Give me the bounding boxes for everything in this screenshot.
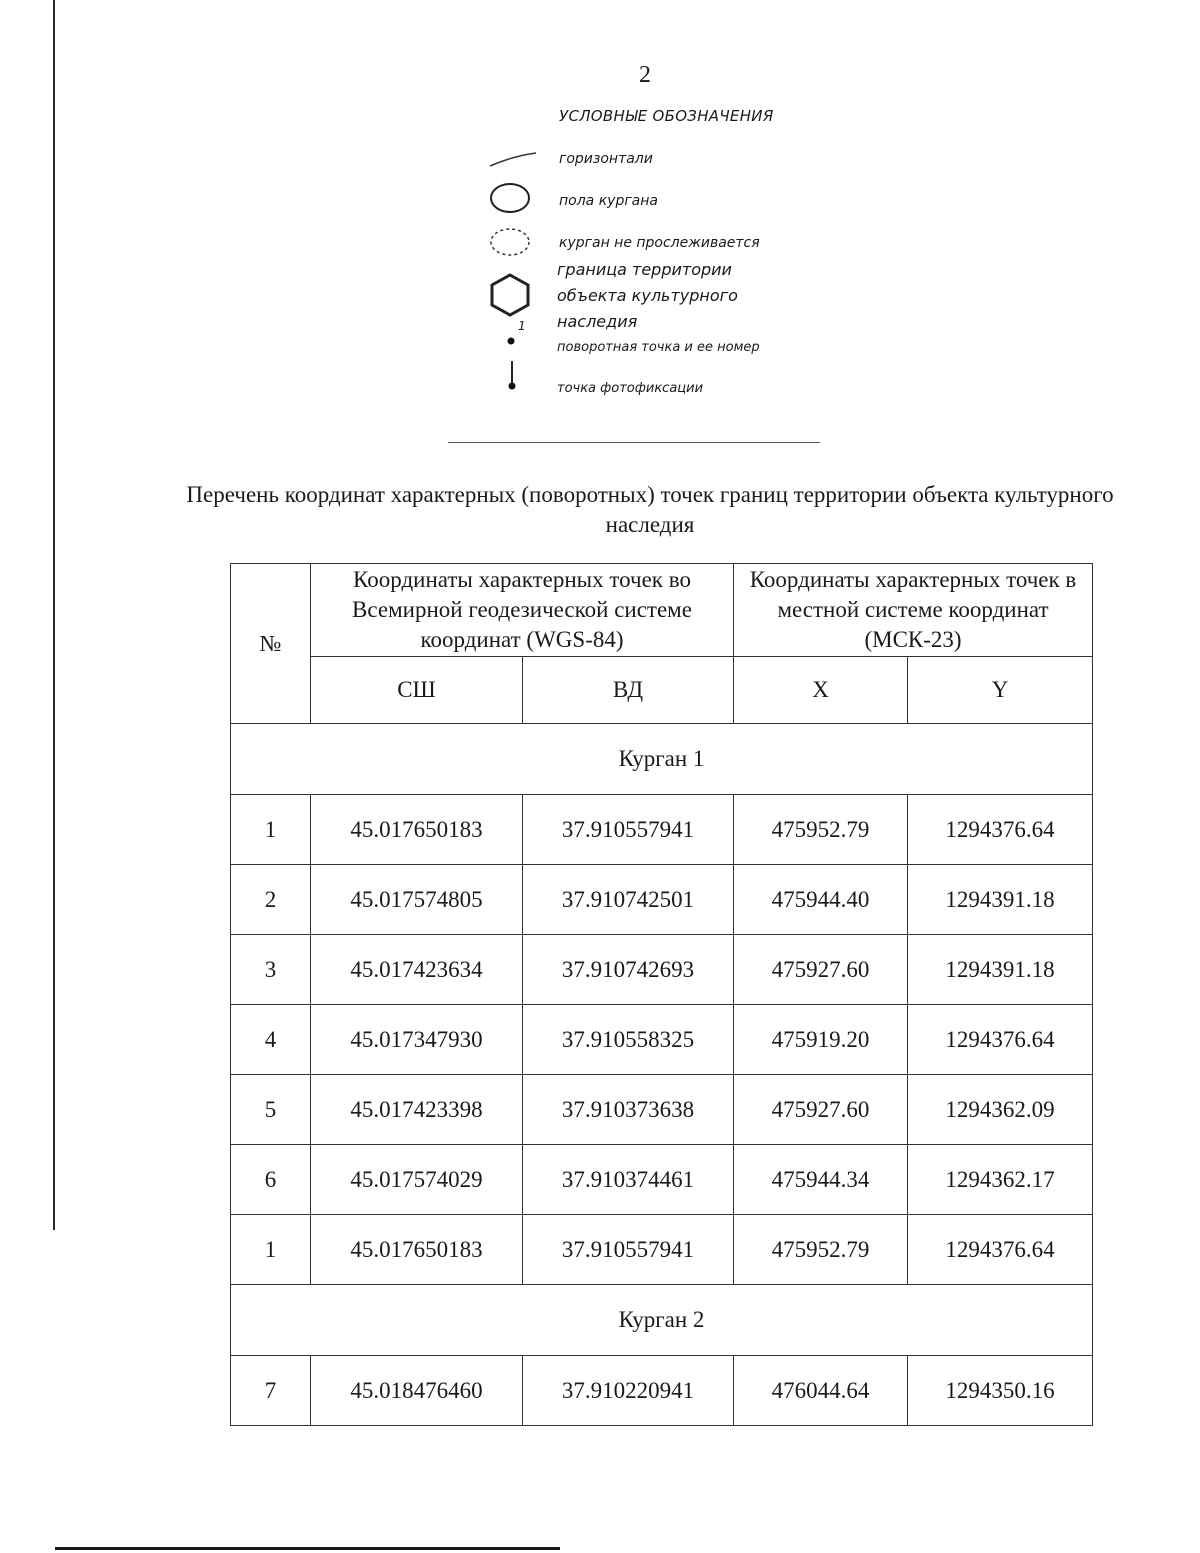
cell-longitude: 37.910373638 bbox=[523, 1075, 734, 1145]
cell-y: 1294362.09 bbox=[908, 1075, 1093, 1145]
cell-x: 475952.79 bbox=[734, 795, 908, 865]
cell-y: 1294350.16 bbox=[908, 1356, 1093, 1426]
cell-latitude: 45.017650183 bbox=[311, 795, 523, 865]
cell-y: 1294376.64 bbox=[908, 1005, 1093, 1075]
cell-latitude: 45.017650183 bbox=[311, 1215, 523, 1285]
cell-x: 475944.34 bbox=[734, 1145, 908, 1215]
cell-number: 4 bbox=[231, 1005, 311, 1075]
legend-label-photo-point: точка фотофиксации bbox=[557, 381, 704, 396]
cell-x: 475927.60 bbox=[734, 1075, 908, 1145]
cell-longitude: 37.910374461 bbox=[523, 1145, 734, 1215]
cell-y: 1294376.64 bbox=[908, 1215, 1093, 1285]
table-row bbox=[231, 1005, 1093, 1075]
header-latitude: СШ bbox=[311, 657, 523, 724]
cell-number: 1 bbox=[231, 1215, 311, 1285]
cell-number: 6 bbox=[231, 1145, 311, 1215]
table-row bbox=[231, 1075, 1093, 1145]
cell-longitude: 37.910220941 bbox=[523, 1356, 734, 1426]
coordinates-table bbox=[230, 563, 1093, 1426]
cell-x: 476044.64 bbox=[734, 1356, 908, 1426]
legend-label-mound-floor: пола кургана bbox=[559, 193, 658, 209]
table-row bbox=[231, 1215, 1093, 1285]
cell-latitude: 45.017574029 bbox=[311, 1145, 523, 1215]
photo-point-icon bbox=[503, 358, 523, 394]
contour-line-icon bbox=[488, 150, 538, 170]
legend-label-turning-point: поворотная точка и ее номер bbox=[557, 340, 760, 355]
cell-x: 475952.79 bbox=[734, 1215, 908, 1285]
table-row bbox=[231, 935, 1093, 1005]
cell-y: 1294362.17 bbox=[908, 1145, 1093, 1215]
table-heading: Перечень координат характерных (поворотных) точек границ территории объекта культурного наследия bbox=[186, 482, 1114, 537]
page-bottom-line bbox=[55, 1547, 560, 1550]
cell-longitude: 37.910742501 bbox=[523, 865, 734, 935]
cell-number: 7 bbox=[231, 1356, 311, 1426]
cell-longitude: 37.910557941 bbox=[523, 795, 734, 865]
cell-latitude: 45.017423634 bbox=[311, 935, 523, 1005]
cell-latitude: 45.017574805 bbox=[311, 865, 523, 935]
cell-x: 475927.60 bbox=[734, 935, 908, 1005]
header-longitude: ВД bbox=[523, 657, 734, 724]
legend bbox=[448, 95, 823, 447]
cell-longitude: 37.910742693 bbox=[523, 935, 734, 1005]
legend-title: УСЛОВНЫЕ ОБОЗНАЧЕНИЯ bbox=[559, 107, 774, 125]
cell-x: 475919.20 bbox=[734, 1005, 908, 1075]
hexagon-icon bbox=[488, 272, 532, 318]
header-wgs84: Координаты характерных точек во Всемирной геодезической системе координат (WGS-84) bbox=[311, 564, 734, 657]
dashed-ellipse-icon bbox=[488, 225, 532, 259]
table-row bbox=[231, 795, 1093, 865]
group-title: Курган 1 bbox=[231, 724, 1093, 795]
cell-latitude: 45.017423398 bbox=[311, 1075, 523, 1145]
solid-ellipse-icon bbox=[488, 181, 532, 215]
legend-label-contours: горизонтали bbox=[559, 151, 653, 167]
cell-longitude: 37.910558325 bbox=[523, 1005, 734, 1075]
table-row bbox=[231, 865, 1093, 935]
legend-divider bbox=[448, 442, 820, 443]
turning-point-marker: 1 bbox=[518, 319, 526, 333]
page-number: 2 bbox=[639, 62, 651, 88]
page-edge-line bbox=[53, 0, 55, 1230]
cell-number: 5 bbox=[231, 1075, 311, 1145]
cell-number: 2 bbox=[231, 865, 311, 935]
cell-x: 475944.40 bbox=[734, 865, 908, 935]
cell-y: 1294376.64 bbox=[908, 795, 1093, 865]
cell-y: 1294391.18 bbox=[908, 865, 1093, 935]
cell-number: 3 bbox=[231, 935, 311, 1005]
header-msk23: Координаты характерных точек в местной системе координат (МСК-23) bbox=[734, 564, 1093, 657]
header-y: Y bbox=[908, 657, 1093, 724]
legend-label-boundary: граница территории объекта культурного наследия bbox=[557, 260, 738, 331]
legend-label-mound-untraceable: курган не прослеживается bbox=[559, 235, 760, 251]
header-x: X bbox=[734, 657, 908, 724]
table-row bbox=[231, 1356, 1093, 1426]
turning-point-icon bbox=[503, 321, 531, 347]
cell-longitude: 37.910557941 bbox=[523, 1215, 734, 1285]
table-row bbox=[231, 1145, 1093, 1215]
cell-latitude: 45.017347930 bbox=[311, 1005, 523, 1075]
group-title: Курган 2 bbox=[231, 1285, 1093, 1356]
header-number: № bbox=[231, 564, 311, 724]
cell-latitude: 45.018476460 bbox=[311, 1356, 523, 1426]
cell-number: 1 bbox=[231, 795, 311, 865]
cell-y: 1294391.18 bbox=[908, 935, 1093, 1005]
